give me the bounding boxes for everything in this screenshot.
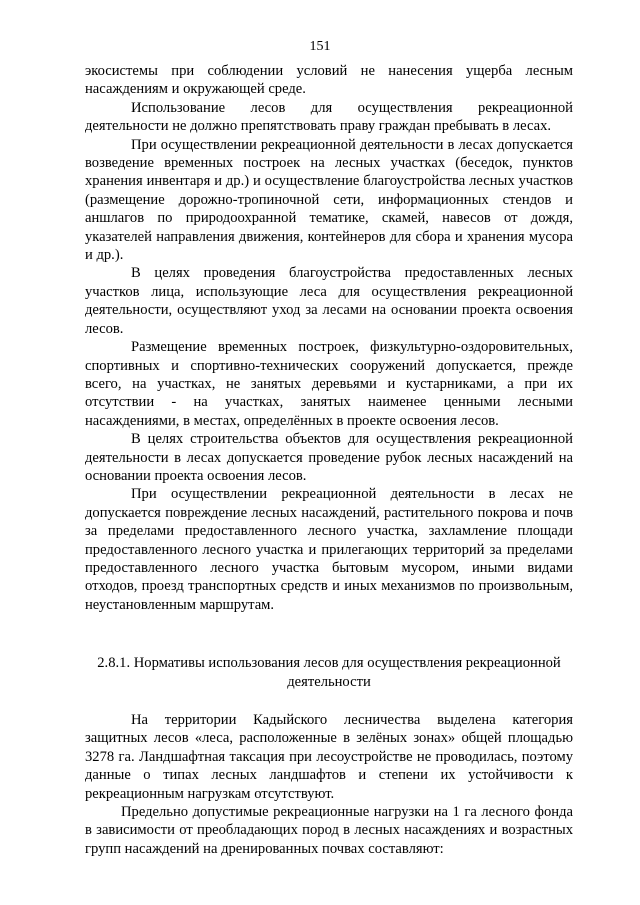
paragraph: экосистемы при соблюдении условий не нанесения ущерба лесным насаждениям и окружающей среде. <box>85 63 573 98</box>
paragraph: В целях строительства объектов для осуществления рекреационной деятельности в лесах допускается проведение рубок лесных насаждений на основании проекта освоения лесов. <box>85 431 573 484</box>
paragraph: При осуществлении рекреационной деятельности в лесах не допускается повреждение лесных насаждений, растительного покрова и почв за пределами предоставленного лесного участка, захламление площади предоставленного лесного участка и прилегающих территорий за пределами предоставленного лесного участка бытовым мусором, иными видами отходов, проезд транспортных средств и иных механизмов по произвольным, неустановленным маршрутам. <box>85 486 573 613</box>
paragraph: Размещение временных построек, физкультурно-оздоровительных, спортивных и спортивно-технических сооружений допускается, прежде всего, на участках, не занятых деревьями и кустарниками, а при их отсутствии - на участках, занятых наименее ценными лесными насаждениями, в местах, определённых в проекте освоения лесов. <box>85 339 573 429</box>
paragraph: Предельно допустимые рекреационные нагрузки на 1 га лесного фонда в зависимости от преобладающих пород в лесных насаждениях и возрастных групп насаждений на дренированных почвах составляют: <box>85 804 573 857</box>
paragraph: Использование лесов для осуществления рекреационной деятельности не должно препятствовать праву граждан пребывать в лесах. <box>85 99 573 135</box>
paragraph: При осуществлении рекреационной деятельности в лесах допускается возведение временных построек на лесных участках (беседок, пунктов хранения инвентаря и др.) и осуществление благоустройства лесных участков (размещение дорожно-тропиночной сети, информационных стендов и аншлагов по природоохранной тематике, скамей, навесов от дождя, указателей направления движения, контейнеров для сбора и хранения мусора и др.). <box>85 136 573 264</box>
page-number: 151 <box>309 39 331 54</box>
document-body <box>85 62 573 858</box>
section-heading-line: деятельности <box>287 673 371 690</box>
section-heading <box>85 654 573 691</box>
paragraph: В целях проведения благоустройства предоставленных лесных участков лица, использующие леса для осуществления рекреационной деятельности, осуществляют уход за лесами на основании проекта освоения лесов. <box>85 265 573 337</box>
spacer <box>85 691 573 711</box>
section-heading-line: 2.8.1. Нормативы использования лесов для осуществления рекреационной <box>97 655 561 672</box>
paragraph: На территории Кадыйского лесничества выделена категория защитных лесов «леса, расположенные в зелёных зонах» общей площадью 3278 га. Ландшафтная таксация при лесоустройстве не проводилась, поэтому данные о типах лесных ландшафтов и степени их устойчивости к рекреационным нагрузкам отсутствуют. <box>85 712 573 802</box>
